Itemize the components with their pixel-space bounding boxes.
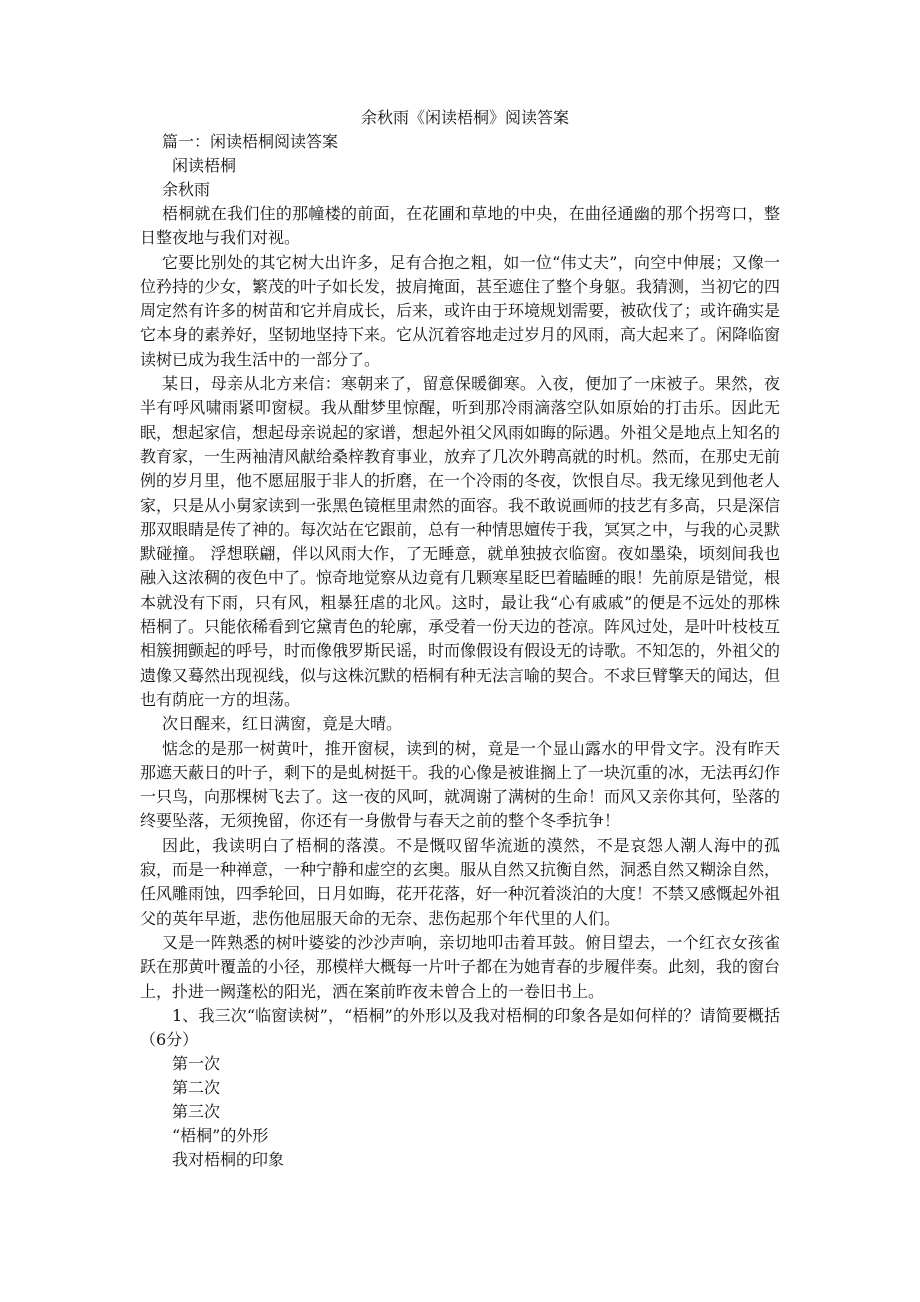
answer-item-impression: 我对梧桐的印象 [172,1149,285,1169]
document-title: 余秋雨《闲读梧桐》阅读答案 [360,108,569,127]
paragraph: 梧桐就在我们住的那幢楼的前面，在花圃和草地的中央，在曲径通幽的那个拐弯口，整日整夜地与我们对视。 [140,204,780,248]
paragraph: 惦念的是那一树黄叶，推开窗棂，读到的树，竟是一个显山露水的甲骨文字。没有昨天那遮天蔽日的叶子，剩下的是虬树挺干。我的心像是被谁搁上了一块沉重的冰，无法再幻作一只鸟，向那棵树飞去了。这一夜的风呵，就凋谢了满树的生命！而风又亲你其何，坠落的终要坠落，无须挽留，你还有一身傲骨与春天之前的整个冬季抗争！ [140,738,781,831]
paragraph: 因此，我读明白了梧桐的落漠。不是慨叹留华流逝的漠然，不是哀怨人潮人海中的孤寂，而是一种禅意，一种宁静和虚空的玄奥。服从自然又抗衡自然，洞悉自然又糊涂自然，任风雕雨蚀，四季轮回，日月如晦，花开花落，好一种沉着淡泊的大度！不禁又感慨起外祖父的英年早逝，悲伤他屈服天命的无奈、悲伤起那个年代里的人们。 [140,835,781,928]
article-title: 闲读梧桐 [172,156,237,175]
answer-item-second: 第二次 [172,1077,221,1097]
paragraph: 又是一阵熟悉的树叶婆娑的沙沙声响，亲切地叩击着耳鼓。俯目望去，一个红衣女孩雀跃在那黄叶覆盖的小径，那模样大概每一片叶子都在为她青春的步履伴奏。此刻，我的窗台上，扑进一阙蓬松的阳光，洒在案前昨夜未曾合上的一卷旧书上。 [140,932,781,1001]
paragraph: 它要比别处的其它树大出许多，足有合抱之粗，如一位“伟丈夫”，向空中伸展；又像一位矜持的少女，繁茂的叶子如长发，披肩掩面，甚至遮住了整个身躯。我猜测，当初它的四周定然有许多的树苗和它并肩成长，后来，或许由于环境规划需要，被砍伐了；或许确实是它本身的素养好，坚韧地坚持下来。它从沉着容地走过岁月的风雨，高大起来了。闲降临窗读树已成为我生活中的一部分了。 [140,252,781,369]
answer-item-third: 第三次 [172,1101,221,1121]
paragraph: 某日，母亲从北方来信：寒朝来了，留意保暖御寒。入夜，便加了一床被子。果然，夜半有呼风啸雨紧叩窗棂。我从酣梦里惊醒，听到那冷雨滴落空队如原始的打击乐。因此无眠，想起家信，想起母亲说起的家谱，想起外祖父风雨如晦的际遇。外祖父是地点上知名的教育家，一生两袖清风献给桑梓教育事业，放弃了几次外聘高就的时机。然而，在那史无前例的岁月里，他不愿屈服于非人的折磨，在一个冷雨的冬夜，饮恨自尽。我无缘见到他老人家，只是从小舅家读到一张黑色镜框里肃然的面容。我不敢说画师的技艺有多高，只是深信那双眼睛是传了神的。每次站在它跟前，总有一种情思嬗传于我，冥冥之中，与我的心灵默默碰撞。 浮想联翩，伴以风雨大作，了无睡意，就单独披衣临窗。夜如墨染，顷刻间我也融入这浓稠的夜色中了。惊奇地觉察从边竟有几颗寒星眨巴着瞌睡的眼！先前原是错觉，根本就没有下雨，只有风，粗暴狂虐的北风。这时，最让我“心有戚戚”的便是不远处的那株梧桐了。只能依稀看到它黛青色的轮廓，承受着一份天边的苍凉。阵风过处，是叶叶枝枝互相簇拥颤起的呼号，时而像俄罗斯民谣，时而像假设有假设无的诗歌。不知怎的，外祖父的遗像又蓦然出现视线，似与这株沉默的梧桐有种无法言喻的契合。不求巨臂擎天的闻达，但也有荫庇一方的坦荡。 [140,374,781,709]
answer-item-first: 第一次 [172,1053,221,1073]
question-text: 1、我三次“临窗读树”，“梧桐”的外形以及我对梧桐的印象各是如何样的？请简要概括（6分） [140,1005,780,1049]
section-heading: 篇一：闲读梧桐阅读答案 [162,132,339,151]
article-author: 余秋雨 [162,180,211,199]
answer-item-shape: “梧桐”的外形 [172,1125,269,1145]
document-body [140,106,780,1172]
paragraph: 次日醒来，红日满窗，竟是大晴。 [162,714,403,734]
